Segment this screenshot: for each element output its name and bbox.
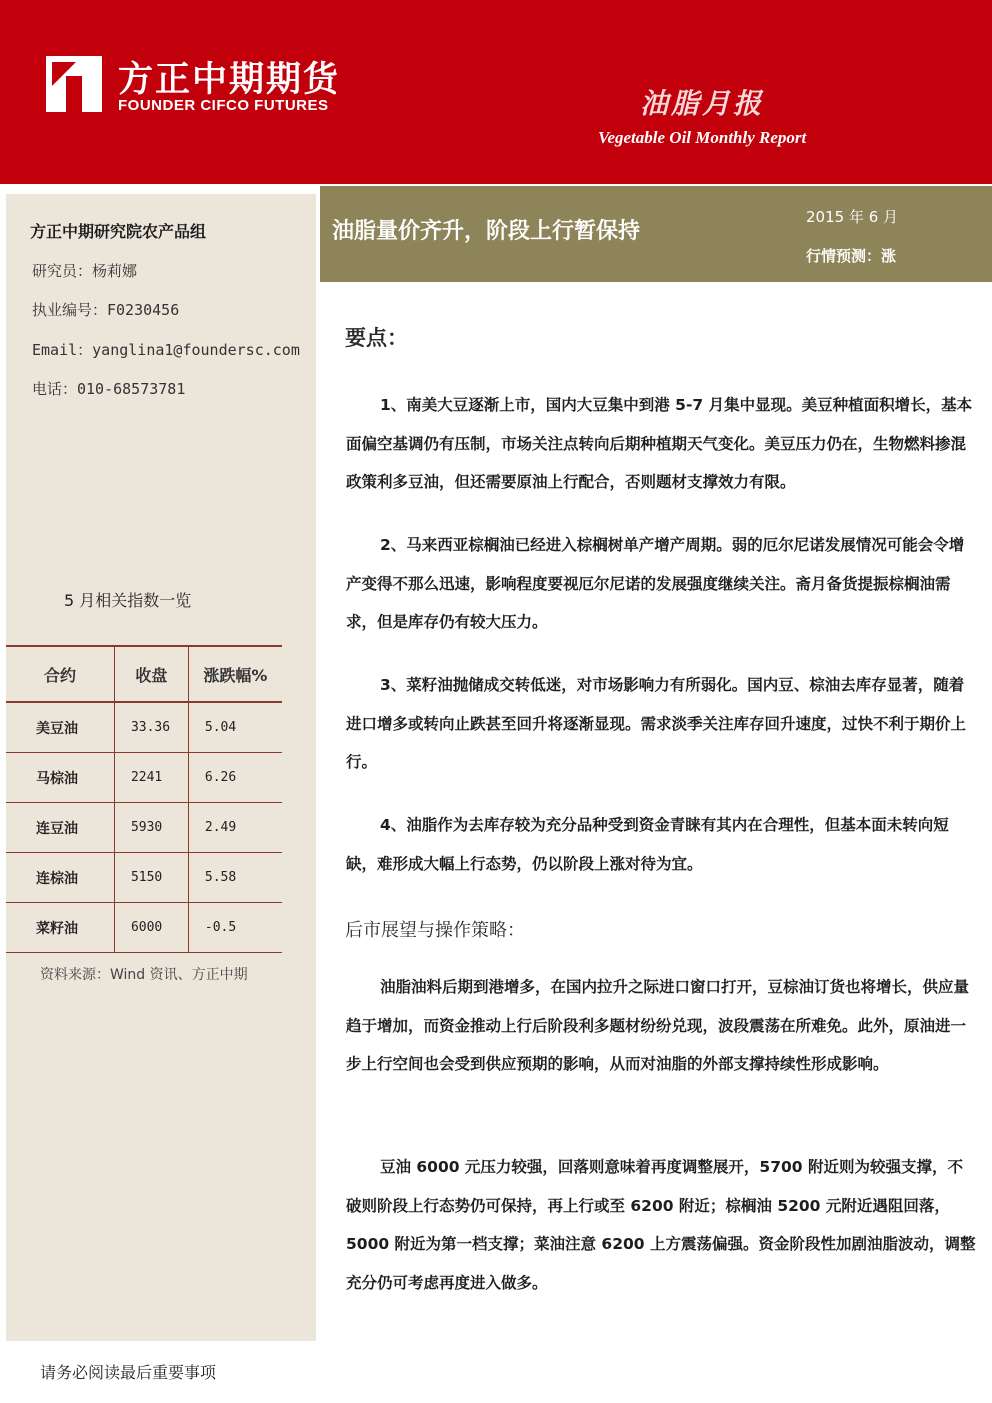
key-point-paragraph: 2、马来西亚棕榈油已经进入棕榈树单产增产周期。弱的厄尔尼诺发展情况可能会令增产变得不那么迅速，影响程度要视厄尔尼诺的发展强度继续关注。斋月备货提振棕榈油需求，但是库存仍有较大压力。	[346, 536, 965, 631]
header-banner	[0, 0, 992, 184]
key-point-paragraph: 4、油脂作为去库存较为充分品种受到资金青睐有其内在合理性，但基本面未转向短缺，难形成大幅上行态势，仍以阶段上涨对待为宜。	[346, 816, 949, 873]
outlook-paragraph: 油脂油料后期到港增多，在国内拉升之际进口窗口打开，豆棕油订货也将增长，供应量趋于增加，而资金推动上行后阶段利多题材纷纷兑现，波段震荡在所难免。此外，原油进一步上行空间也会受到供应预期的影响，从而对油脂的外部支撑持续性形成影响。	[346, 978, 970, 1073]
contract-name: 连豆油	[6, 803, 114, 853]
close-value: 33.36	[114, 702, 188, 753]
change-value: -0.5	[188, 903, 282, 953]
report-date: 2015 年 6 月	[806, 208, 899, 226]
contact-phone: 电话：010-68573781	[32, 380, 186, 398]
close-value: 6000	[114, 903, 188, 953]
researcher-name: 研究员：杨莉娜	[32, 262, 138, 280]
footer-disclaimer-note: 请务必阅读最后重要事项	[40, 1363, 217, 1382]
contact-email: Email：yanglina1@foundersc.com	[32, 341, 300, 359]
table-header-row	[6, 646, 282, 702]
col-header-close: 收盘	[114, 646, 188, 702]
company-name-en: FOUNDER CIFCO FUTURES	[118, 97, 329, 114]
close-value: 5930	[114, 803, 188, 853]
outlook-heading: 后市展望与操作策略：	[345, 920, 525, 941]
table-row	[6, 753, 282, 803]
col-header-contract: 合约	[6, 646, 114, 702]
table-row	[6, 853, 282, 903]
change-value: 5.58	[188, 853, 282, 903]
key-point-paragraph: 3、菜籽油抛储成交转低迷，对市场影响力有所弱化。国内豆、棕油去库存显著，随着进口增多或转向止跌甚至回升将逐渐显现。需求淡季关注库存回升速度，过快不利于期价上行。	[346, 676, 967, 771]
contract-name: 菜籽油	[6, 903, 114, 953]
research-group: 方正中期研究院农产品组	[30, 222, 207, 241]
key-point-paragraph: 1、南美大豆逐渐上市，国内大豆集中到港 5-7 月集中显现。美豆种植面积增长，基本面偏空基调仍有压制，市场关注点转向后期种植期天气变化。美豆压力仍在，生物燃料掺混政策利多豆油，但还需要原油上行配合，否则题材支撑效力有限。	[346, 396, 973, 491]
key-points-heading: 要点：	[345, 326, 408, 350]
index-table	[6, 645, 282, 953]
company-name-cn: 方正中期期货	[118, 60, 341, 100]
market-prediction: 行情预测：涨	[806, 247, 897, 265]
close-value: 5150	[114, 853, 188, 903]
table-row	[6, 702, 282, 753]
table-row	[6, 903, 282, 953]
report-title-cn: 油脂月报	[640, 87, 765, 120]
change-value: 6.26	[188, 753, 282, 803]
change-value: 2.49	[188, 803, 282, 853]
table-row	[6, 803, 282, 853]
index-table-title: 5 月相关指数一览	[64, 591, 192, 610]
license-number: 执业编号：F0230456	[32, 301, 180, 319]
close-value: 2241	[114, 753, 188, 803]
report-title-en: Vegetable Oil Monthly Report	[598, 128, 807, 147]
company-logo-icon	[46, 56, 102, 112]
contract-name: 美豆油	[6, 702, 114, 753]
outlook-paragraph: 豆油 6000 元压力较强，回落则意味着再度调整展开，5700 附近则为较强支撑，不破则阶段上行态势仍可保持，再上行或至 6200 附近；棕榈油 5200 元附近遇阻回落，5000 附近为第一档支撑；菜油注意 6200 上方震荡偏强。资金阶段性加剧油脂波动，调整充分仍可考虑再度进入做多。	[346, 1158, 976, 1292]
col-header-change: 涨跌幅%	[188, 646, 282, 702]
contract-name: 马棕油	[6, 753, 114, 803]
change-value: 5.04	[188, 702, 282, 753]
contract-name: 连棕油	[6, 853, 114, 903]
report-headline: 油脂量价齐升，阶段上行暂保持	[332, 219, 641, 244]
data-source-note: 资料来源：Wind 资讯、方正中期	[40, 967, 248, 983]
